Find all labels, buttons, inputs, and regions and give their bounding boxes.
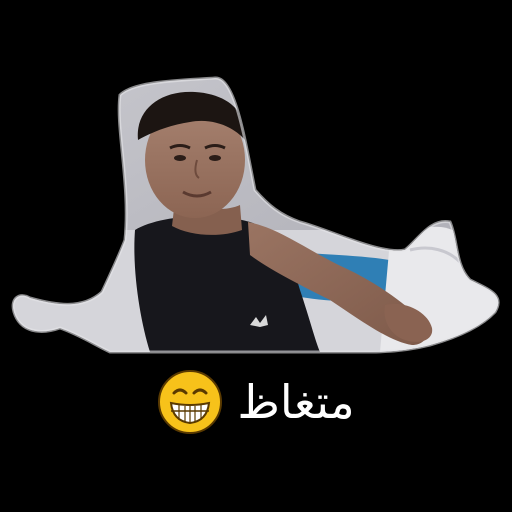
caption-text: متغاظ xyxy=(237,375,355,429)
caption-row xyxy=(0,364,512,440)
grinning-face-icon xyxy=(157,369,223,435)
